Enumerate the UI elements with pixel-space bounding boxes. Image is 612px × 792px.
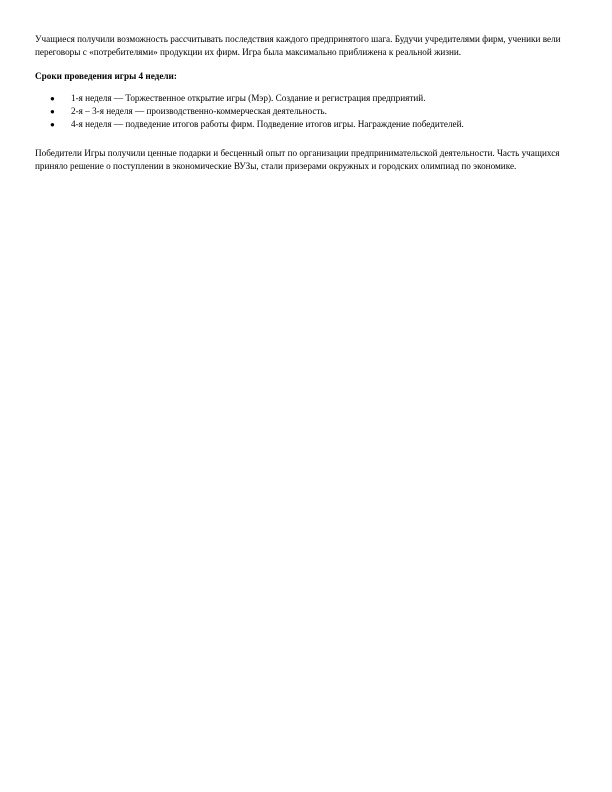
bullet-icon: ● — [50, 107, 55, 116]
list-item — [35, 92, 580, 105]
bullet-icon: ● — [50, 94, 55, 103]
schedule-list — [35, 92, 580, 131]
list-item — [35, 105, 580, 118]
list-item-text: 2-я – 3-я неделя — производственно-коммерческая деятельность. — [71, 106, 327, 116]
intro-paragraph: Учащиеся получили возможность рассчитывать последствия каждого предпринятого шага. Будучи учредителями фирм, ученики вели переговоры с «потребителями» продукции их фирм. Игра была максимально приближена к реальной жизни. — [35, 34, 561, 57]
list-item-text: 1-я неделя — Торжественное открытие игры (Мэр). Создание и регистрация предприятий. — [71, 93, 426, 103]
list-item — [35, 118, 580, 131]
schedule-heading: Сроки проведения игры 4 недели: — [35, 71, 177, 81]
bullet-icon: ● — [50, 120, 55, 129]
results-paragraph: Победители Игры получили ценные подарки и бесценный опыт по организации предпринимательской деятельности. Часть учащихся приняло решение о поступлении в экономические ВУЗы, стали призерами окружных и городских олимпиад по экономике. — [35, 148, 560, 171]
document-body — [35, 33, 580, 173]
list-item-text: 4-я неделя — подведение итогов работы фирм. Подведение итогов игры. Награждение победителей. — [71, 119, 464, 129]
